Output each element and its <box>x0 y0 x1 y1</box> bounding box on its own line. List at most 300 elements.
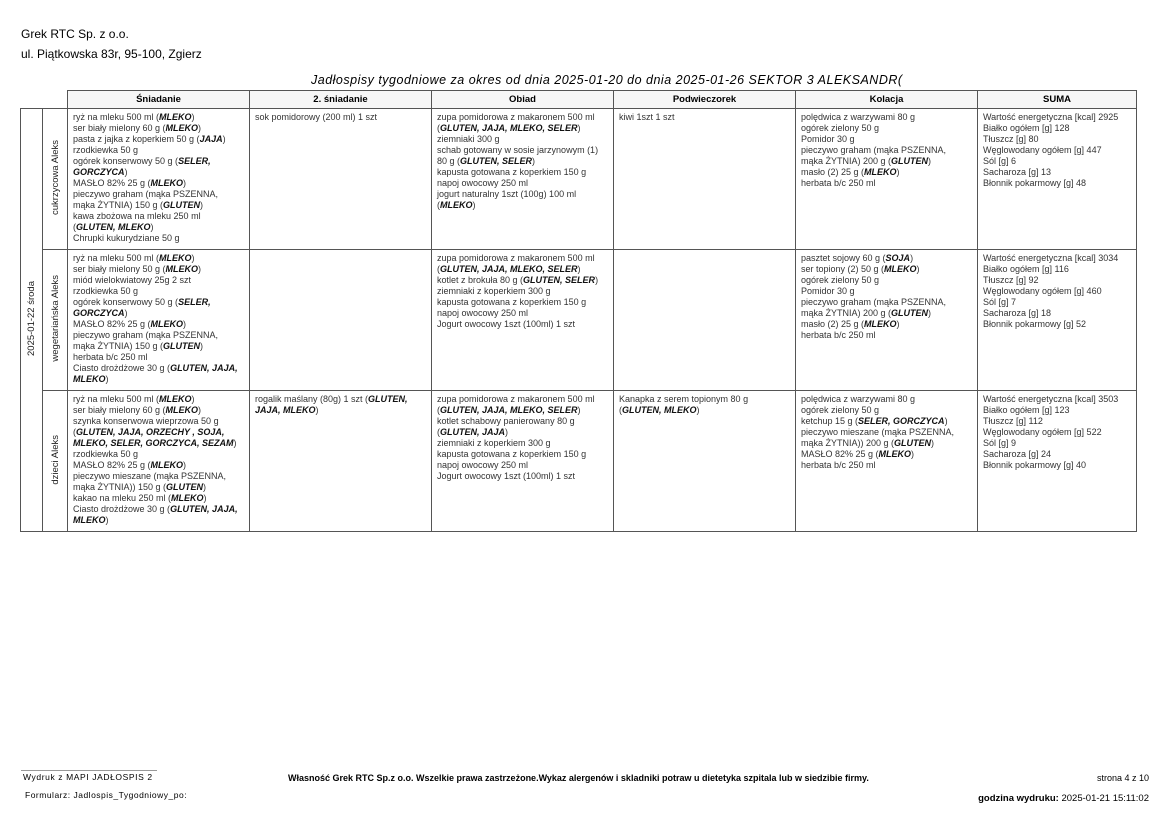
item-text: ogórek konserwowy 50 g ( <box>73 156 179 166</box>
meal-line <box>73 482 244 493</box>
date-cell <box>21 109 43 532</box>
allergen-text: MLEKO <box>864 167 897 177</box>
meal-line <box>619 112 790 123</box>
allergen-text: GLUTEN <box>166 482 204 492</box>
page-title: Jadłospisy tygodniowe za okres od dnia 2025-01-20 do dnia 2025-01-26 SEKTOR 3 ALEKSANDR( <box>311 73 903 87</box>
allergen-text: GORCZYCA <box>73 167 125 177</box>
meal-line <box>437 134 608 145</box>
allergen-text: GLUTEN <box>891 156 929 166</box>
meal-line <box>73 145 244 156</box>
meal-line <box>73 352 244 363</box>
item-text: MASŁO 82% 25 g ( <box>73 178 151 188</box>
item-text: Jogurt owocowy 1szt (100ml) 1 szt <box>437 471 576 481</box>
meal-line <box>983 460 1131 471</box>
meal-line <box>437 178 608 189</box>
item-suffix: ) <box>233 438 237 448</box>
meal-line <box>983 405 1131 416</box>
header-blank <box>43 91 68 109</box>
item-suffix: ) <box>191 112 195 122</box>
allergen-text: GLUTEN, JAJA, MLEKO, SELER <box>440 405 578 415</box>
item-suffix: ) <box>928 156 932 166</box>
meal-line <box>73 308 244 319</box>
item-text: kapusta gotowana z koperkiem 150 g <box>437 297 587 307</box>
allergen-text: GLUTEN, SELER <box>460 156 533 166</box>
item-suffix: ) <box>315 405 319 415</box>
item-text: ( <box>73 427 76 437</box>
item-text: MASŁO 82% 25 g ( <box>73 319 151 329</box>
meal-line <box>73 297 244 308</box>
allergen-text: MLEKO <box>165 405 199 415</box>
item-text: Wartość energetyczna [kcal] 3503 <box>983 394 1119 404</box>
meal-line <box>801 427 972 438</box>
allergen-text: MLEKO <box>165 264 199 274</box>
item-suffix: ) <box>916 264 920 274</box>
item-text: ( <box>437 123 440 133</box>
meal-line <box>801 460 972 471</box>
meal-line <box>983 319 1131 330</box>
item-suffix: ) <box>577 264 581 274</box>
meal-line <box>983 134 1131 145</box>
item-text: Wartość energetyczna [kcal] 2925 <box>983 112 1119 122</box>
item-text: kapusta gotowana z koperkiem 150 g <box>437 449 587 459</box>
meal-line <box>983 253 1131 264</box>
item-text: Ciasto drożdżowe 30 g ( <box>73 363 171 373</box>
meal-line <box>73 134 244 145</box>
meal-line <box>619 394 790 405</box>
meal-line <box>983 308 1131 319</box>
company-name: Grek RTC Sp. z o.o. <box>21 27 129 41</box>
item-text: MASŁO 82% 25 g ( <box>73 460 151 470</box>
meal-line <box>437 123 608 134</box>
meal-line <box>801 112 972 123</box>
print-time-label: godzina wydruku: <box>978 793 1059 804</box>
item-text: mąka ŻYTNIA) 200 g ( <box>801 156 892 166</box>
meal-line <box>73 427 244 438</box>
item-text: Ciasto drożdżowe 30 g ( <box>73 504 171 514</box>
meal-line <box>73 222 244 233</box>
meal-line <box>73 515 244 526</box>
meal-line <box>801 319 972 330</box>
allergen-text: SELER, <box>178 297 211 307</box>
meal-cell <box>978 391 1137 532</box>
item-text: Tłuszcz [g] 92 <box>983 275 1039 285</box>
item-text: kotlet z brokuła 80 g ( <box>437 275 524 285</box>
item-suffix: ) <box>198 405 202 415</box>
meal-cell <box>614 250 796 391</box>
item-text: rzodkiewka 50 g <box>73 145 139 155</box>
item-text: Błonnik pokarmowy [g] 48 <box>983 178 1087 188</box>
item-text: ( <box>437 264 440 274</box>
meal-line <box>73 319 244 330</box>
meal-line <box>983 275 1131 286</box>
item-text: masło (2) 25 g ( <box>801 167 865 177</box>
allergen-text: MLEKO <box>150 460 184 470</box>
diet-cell <box>43 109 68 250</box>
menu-table <box>20 90 1137 532</box>
item-text: kapusta gotowana z koperkiem 150 g <box>437 167 587 177</box>
meal-line <box>437 449 608 460</box>
meal-line <box>801 405 972 416</box>
meal-line <box>73 460 244 471</box>
item-suffix: ) <box>150 222 154 232</box>
allergen-text: GLUTEN <box>891 308 929 318</box>
meal-cell <box>250 391 432 532</box>
column-header: Kolacja <box>796 91 978 109</box>
meal-line <box>255 112 426 123</box>
meal-line <box>983 178 1131 189</box>
meal-line <box>983 112 1131 123</box>
item-text: Jogurt owocowy 1szt (100ml) 1 szt <box>437 319 576 329</box>
footer-form: Formularz: Jadlospis_Tygodniowy_po: <box>25 790 188 800</box>
item-text: kiwi 1szt 1 szt <box>619 112 675 122</box>
meal-cell <box>432 391 614 532</box>
meal-line <box>437 286 608 297</box>
meal-line <box>437 189 608 200</box>
item-text: ryż na mleku 500 ml ( <box>73 394 160 404</box>
item-text: Sól [g] 9 <box>983 438 1017 448</box>
item-text: ( <box>73 222 76 232</box>
allergen-text: MLEKO <box>884 264 917 274</box>
allergen-text: MLEKO <box>150 319 184 329</box>
item-text: polędwica z warzywami 80 g <box>801 394 916 404</box>
diet-label: cukrzycowa Aleks <box>49 140 61 215</box>
item-suffix: ) <box>191 394 195 404</box>
meal-cell <box>432 109 614 250</box>
item-text: polędwica z warzywami 80 g <box>801 112 916 122</box>
allergen-text: GLUTEN, JAJA, <box>170 363 238 373</box>
item-text: Węglowodany ogółem [g] 447 <box>983 145 1102 155</box>
item-text: masło (2) 25 g ( <box>801 319 865 329</box>
meal-line <box>983 156 1131 167</box>
item-text: ziemniaki 300 g <box>437 134 500 144</box>
diet-label: dzieci Aleks <box>49 434 61 485</box>
item-text: pasta z jajka z koperkiem 50 g ( <box>73 134 200 144</box>
item-suffix: ) <box>595 275 599 285</box>
item-text: herbata b/c 250 ml <box>801 460 876 470</box>
allergen-text: GLUTEN, MLEKO <box>622 405 697 415</box>
meal-line <box>801 178 972 189</box>
meal-line <box>437 264 608 275</box>
allergen-text: GLUTEN, SELER <box>523 275 596 285</box>
item-text: pieczywo mieszane (mąka PSZENNA, <box>801 427 955 437</box>
item-text: mąka ŻYTNIA)) 200 g ( <box>801 438 895 448</box>
meal-line <box>801 123 972 134</box>
item-text: ser biały mielony 60 g ( <box>73 123 166 133</box>
meal-line <box>437 156 608 167</box>
item-suffix: ) <box>105 374 109 384</box>
meal-line <box>983 145 1131 156</box>
item-text: ogórek zielony 50 g <box>801 405 880 415</box>
column-header: 2. śniadanie <box>250 91 432 109</box>
allergen-text: SELER, <box>178 156 211 166</box>
column-header: Podwieczorek <box>614 91 796 109</box>
header-blank <box>21 91 43 109</box>
meal-line <box>983 297 1131 308</box>
meal-line <box>983 286 1131 297</box>
item-text: szynka konserwowa wieprzowa 50 g <box>73 416 219 426</box>
meal-line <box>437 438 608 449</box>
meal-line <box>801 275 972 286</box>
meal-line <box>73 189 244 200</box>
meal-line <box>255 405 426 416</box>
diet-label: wegetariańska Aleks <box>49 275 61 362</box>
allergen-text: SELER, GORCZYCA <box>858 416 945 426</box>
item-text: Pomidor 30 g <box>801 134 855 144</box>
allergen-text: MLEKO <box>150 178 184 188</box>
meal-line <box>73 405 244 416</box>
meal-line <box>73 286 244 297</box>
meal-line <box>73 449 244 460</box>
allergen-text: MLEKO <box>171 493 204 503</box>
item-text: ser topiony (2) 50 g ( <box>801 264 885 274</box>
item-suffix: ) <box>124 167 128 177</box>
item-text: pieczywo graham (mąka PSZENNA, <box>73 189 219 199</box>
meal-line <box>437 253 608 264</box>
item-text: herbata b/c 250 ml <box>801 330 876 340</box>
item-text: ( <box>437 405 440 415</box>
item-text: schab gotowany w sosie jarzynowym (1) <box>437 145 599 155</box>
item-suffix: ) <box>532 156 536 166</box>
item-text: napoj owocowy 250 ml <box>437 178 529 188</box>
meal-cell <box>796 250 978 391</box>
meal-line <box>73 178 244 189</box>
allergen-text: MLEKO <box>165 123 199 133</box>
item-suffix: ) <box>505 427 509 437</box>
meal-line <box>437 112 608 123</box>
meal-line <box>73 253 244 264</box>
meal-line <box>801 134 972 145</box>
allergen-text: MLEKO, SELER, GORCZYCA, SEZAM <box>73 438 234 448</box>
column-header: Obiad <box>432 91 614 109</box>
meal-line <box>983 123 1131 134</box>
meal-line <box>437 200 608 211</box>
item-text: Tłuszcz [g] 80 <box>983 134 1039 144</box>
meal-line <box>801 416 972 427</box>
item-text: ryż na mleku 500 ml ( <box>73 253 160 263</box>
meal-line <box>437 275 608 286</box>
meal-cell <box>68 109 250 250</box>
meal-line <box>983 264 1131 275</box>
meal-line <box>801 167 972 178</box>
meal-line <box>73 504 244 515</box>
item-suffix: ) <box>124 308 128 318</box>
meal-line <box>73 341 244 352</box>
allergen-text: GLUTEN <box>894 438 932 448</box>
meal-line <box>801 297 972 308</box>
item-text: herbata b/c 250 ml <box>801 178 876 188</box>
item-suffix: ) <box>577 123 581 133</box>
item-text: mąka ŻYTNIA) 200 g ( <box>801 308 892 318</box>
meal-line <box>73 416 244 427</box>
meal-line <box>801 145 972 156</box>
allergen-text: GLUTEN, JAJA, ORZECHY , SOJA, <box>76 427 225 437</box>
allergen-text: JAJA, MLEKO <box>255 405 316 415</box>
page-number: strona 4 z 10 <box>1096 773 1149 783</box>
item-text: Błonnik pokarmowy [g] 40 <box>983 460 1087 470</box>
item-text: ogórek zielony 50 g <box>801 123 880 133</box>
allergen-text: SOJA <box>885 253 911 263</box>
meal-line <box>801 308 972 319</box>
allergen-text: MLEKO <box>159 112 192 122</box>
item-suffix: ) <box>198 264 202 274</box>
meal-cell <box>796 109 978 250</box>
footer-ownership: Własność Grek RTC Sp.z o.o. Wszelkie prawa zastrzeżone.Wykaz alergenów i skladniki potraw u dietetyka szpitala lub w siedzibie firmy. <box>288 773 869 783</box>
item-suffix: ) <box>198 123 202 133</box>
meal-cell <box>68 250 250 391</box>
allergen-text: GLUTEN, <box>368 394 408 404</box>
allergen-text: GLUTEN, JAJA, MLEKO, SELER <box>440 264 578 274</box>
allergen-text: GLUTEN <box>163 341 201 351</box>
item-text: zupa pomidorowa z makaronem 500 ml <box>437 253 595 263</box>
diet-cell <box>43 250 68 391</box>
meal-line <box>983 438 1131 449</box>
meal-line <box>801 264 972 275</box>
item-text: Białko ogółem [g] 123 <box>983 405 1070 415</box>
item-suffix: ) <box>105 515 109 525</box>
meal-line <box>437 460 608 471</box>
meal-line <box>73 264 244 275</box>
item-text: zupa pomidorowa z makaronem 500 ml <box>437 112 595 122</box>
meal-line <box>983 449 1131 460</box>
meal-line <box>73 471 244 482</box>
item-text: herbata b/c 250 ml <box>73 352 148 362</box>
item-text: kakao na mleku 250 ml ( <box>73 493 172 503</box>
item-text: Węglowodany ogółem [g] 522 <box>983 427 1102 437</box>
print-time <box>978 793 1149 804</box>
item-text: Tłuszcz [g] 112 <box>983 416 1043 426</box>
item-text: napoj owocowy 250 ml <box>437 460 529 470</box>
item-text: Sacharoza [g] 24 <box>983 449 1052 459</box>
meal-line <box>437 297 608 308</box>
item-text: ogórek zielony 50 g <box>801 275 880 285</box>
allergen-text: GLUTEN, JAJA, <box>170 504 238 514</box>
item-text: ryż na mleku 500 ml ( <box>73 112 160 122</box>
meal-cell <box>614 391 796 532</box>
meal-cell <box>614 109 796 250</box>
meal-line <box>73 330 244 341</box>
item-suffix: ) <box>191 253 195 263</box>
meal-line <box>801 253 972 264</box>
meal-line <box>73 394 244 405</box>
item-text: Chrupki kukurydziane 50 g <box>73 233 180 243</box>
footer-divider <box>21 770 157 771</box>
item-suffix: ) <box>183 178 187 188</box>
item-text: pasztet sojowy 60 g ( <box>801 253 886 263</box>
item-text: Kanapka z serem topionym 80 g <box>619 394 749 404</box>
allergen-text: MLEKO <box>159 394 192 404</box>
item-suffix: ) <box>203 482 207 492</box>
item-suffix: ) <box>577 405 581 415</box>
allergen-text: GLUTEN, JAJA, MLEKO, SELER <box>440 123 578 133</box>
allergen-text: MLEKO <box>73 515 106 525</box>
meal-line <box>983 427 1131 438</box>
item-text: sok pomidorowy (200 ml) 1 szt <box>255 112 378 122</box>
allergen-text: MLEKO <box>440 200 473 210</box>
meal-line <box>437 405 608 416</box>
item-text: Węglowodany ogółem [g] 460 <box>983 286 1102 296</box>
item-text: Sól [g] 6 <box>983 156 1017 166</box>
item-suffix: ) <box>896 167 900 177</box>
meal-line <box>73 167 244 178</box>
allergen-text: GORCZYCA <box>73 308 125 318</box>
item-text: Wartość energetyczna [kcal] 3034 <box>983 253 1119 263</box>
item-text: rogalik maślany (80g) 1 szt ( <box>255 394 369 404</box>
company-address: ul. Piątkowska 83r, 95-100, Zgierz <box>21 47 202 61</box>
item-text: Białko ogółem [g] 128 <box>983 123 1070 133</box>
meal-cell <box>250 109 432 250</box>
item-text: ser biały mielony 50 g ( <box>73 264 166 274</box>
meal-cell <box>68 391 250 532</box>
meal-line <box>73 363 244 374</box>
item-suffix: ) <box>200 341 204 351</box>
item-text: pieczywo graham (mąka PSZENNA, <box>801 297 947 307</box>
item-suffix: ) <box>183 319 187 329</box>
diet-cell <box>43 391 68 532</box>
item-text: mąka ŻYTNIA)) 150 g ( <box>73 482 167 492</box>
meal-line <box>73 438 244 449</box>
diet-row <box>21 391 1137 532</box>
meal-line <box>73 123 244 134</box>
item-suffix: ) <box>910 253 914 263</box>
allergen-text: MLEKO <box>864 319 897 329</box>
meal-line <box>73 275 244 286</box>
item-text: ziemniaki z koperkiem 300 g <box>437 438 551 448</box>
item-text: zupa pomidorowa z makaronem 500 ml <box>437 394 595 404</box>
item-text: ( <box>437 200 440 210</box>
meal-line <box>73 112 244 123</box>
date-label: 2025-01-22 środa <box>26 281 37 356</box>
item-text: MASŁO 82% 25 g ( <box>801 449 879 459</box>
item-text: Sacharoza [g] 13 <box>983 167 1052 177</box>
item-text: pieczywo graham (mąka PSZENNA, <box>73 330 219 340</box>
item-suffix: ) <box>911 449 915 459</box>
item-text: rzodkiewka 50 g <box>73 449 139 459</box>
item-text: kotlet schabowy panierowany 80 g <box>437 416 575 426</box>
item-suffix: ) <box>928 308 932 318</box>
diet-row <box>21 250 1137 391</box>
allergen-text: GLUTEN, JAJA <box>440 427 506 437</box>
item-text: jogurt naturalny 1szt (100g) 100 ml <box>437 189 577 199</box>
footer-printout: Wydruk z MAPI JADŁOSPIS 2 <box>23 772 153 782</box>
meal-line <box>983 416 1131 427</box>
meal-line <box>437 427 608 438</box>
item-text: kawa zbożowa na mleku 250 ml <box>73 211 201 221</box>
meal-line <box>255 394 426 405</box>
meal-line <box>983 167 1131 178</box>
meal-line <box>801 156 972 167</box>
meal-cell <box>796 391 978 532</box>
column-header: Śniadanie <box>68 91 250 109</box>
item-suffix: ) <box>944 416 948 426</box>
item-text: Błonnik pokarmowy [g] 52 <box>983 319 1087 329</box>
meal-line <box>73 374 244 385</box>
allergen-text: MLEKO <box>73 374 106 384</box>
meal-cell <box>432 250 614 391</box>
item-suffix: ) <box>183 460 187 470</box>
meal-line <box>801 330 972 341</box>
allergen-text: JAJA <box>199 134 223 144</box>
column-header: SUMA <box>978 91 1137 109</box>
item-suffix: ) <box>200 200 204 210</box>
meal-line <box>73 156 244 167</box>
item-text: miód wielokwiatowy 25g 2 szt <box>73 275 192 285</box>
meal-line <box>801 394 972 405</box>
meal-line <box>73 493 244 504</box>
item-text: ( <box>437 427 440 437</box>
meal-line <box>437 471 608 482</box>
item-text: Pomidor 30 g <box>801 286 855 296</box>
item-text: ketchup 15 g ( <box>801 416 859 426</box>
